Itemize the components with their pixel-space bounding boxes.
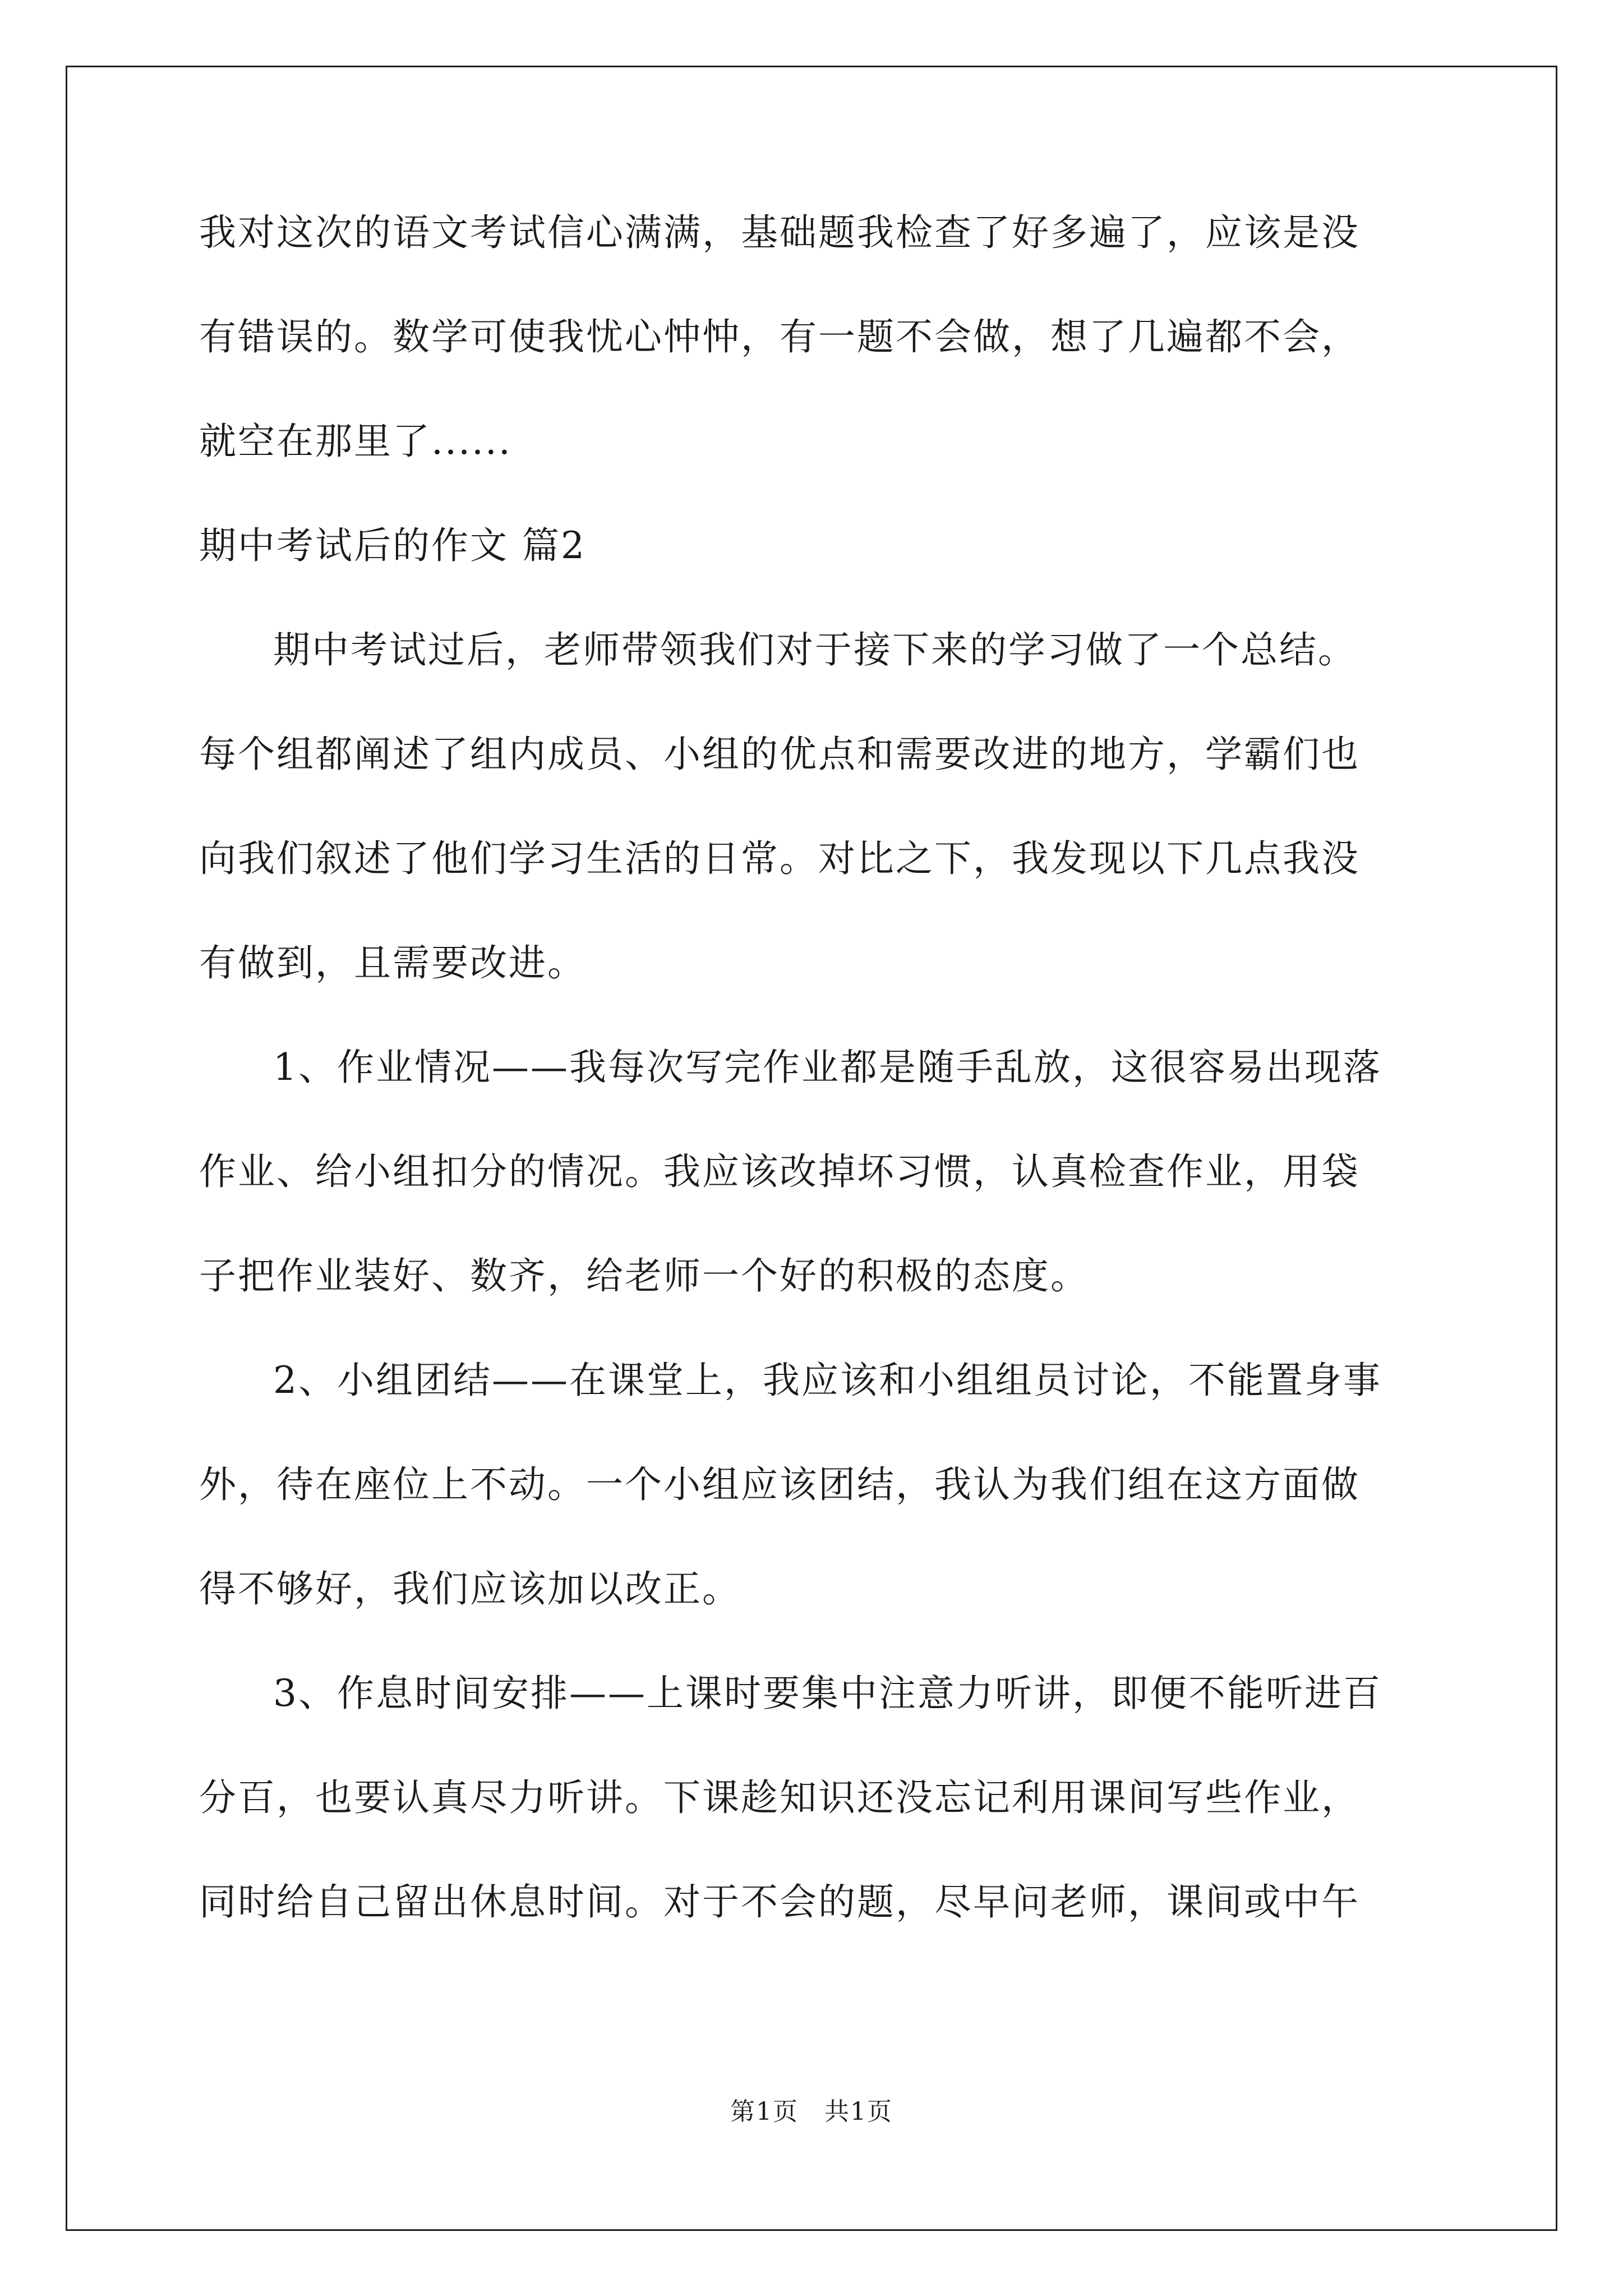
page-number-footer: 第1页 共1页 (730, 2097, 893, 2126)
text-line: 向我们叙述了他们学习生活的日常。对比之下，我发现以下几点我没 (199, 837, 1360, 880)
text-line: 有做到，且需要改进。 (199, 941, 586, 984)
text-line: 期中考试过后，老师带领我们对于接下来的学习做了一个总结。 (273, 628, 1357, 671)
text-line: 同时给自己留出休息时间。对于不会的题，尽早问老师，课间或中午 (199, 1880, 1360, 1924)
text-line: 得不够好，我们应该加以改正。 (199, 1567, 741, 1611)
text-line: 子把作业装好、数齐，给老师一个好的积极的态度。 (199, 1254, 1089, 1297)
text-line: 外，待在座位上不动。一个小组应该团结，我认为我们组在这方面做 (199, 1463, 1360, 1506)
text-line: 每个组都阐述了组内成员、小组的优点和需要改进的地方，学霸们也 (199, 733, 1360, 776)
text-line: 1、作业情况——我每次写完作业都是随手乱放，这很容易出现落 (273, 1046, 1382, 1089)
text-line: 2、小组团结——在课堂上，我应该和小组组员讨论，不能置身事 (273, 1359, 1382, 1402)
document-body (199, 213, 1433, 1922)
text-line: 作业、给小组扣分的情况。我应该改掉坏习惯，认真检查作业，用袋 (199, 1150, 1360, 1193)
text-line: 3、作息时间安排——上课时要集中注意力听讲，即便不能听进百 (273, 1672, 1382, 1715)
section-heading: 期中考试后的作文 篇2 (199, 524, 586, 567)
text-line: 就空在那里了...... (199, 420, 512, 463)
text-line: 我对这次的语文考试信心满满，基础题我检查了好多遍了，应该是没 (199, 211, 1360, 254)
text-line: 有错误的。数学可使我忧心忡忡，有一题不会做，想了几遍都不会， (199, 315, 1360, 358)
text-line: 分百，也要认真尽力听讲。下课趁知识还没忘记利用课间写些作业， (199, 1776, 1360, 1819)
